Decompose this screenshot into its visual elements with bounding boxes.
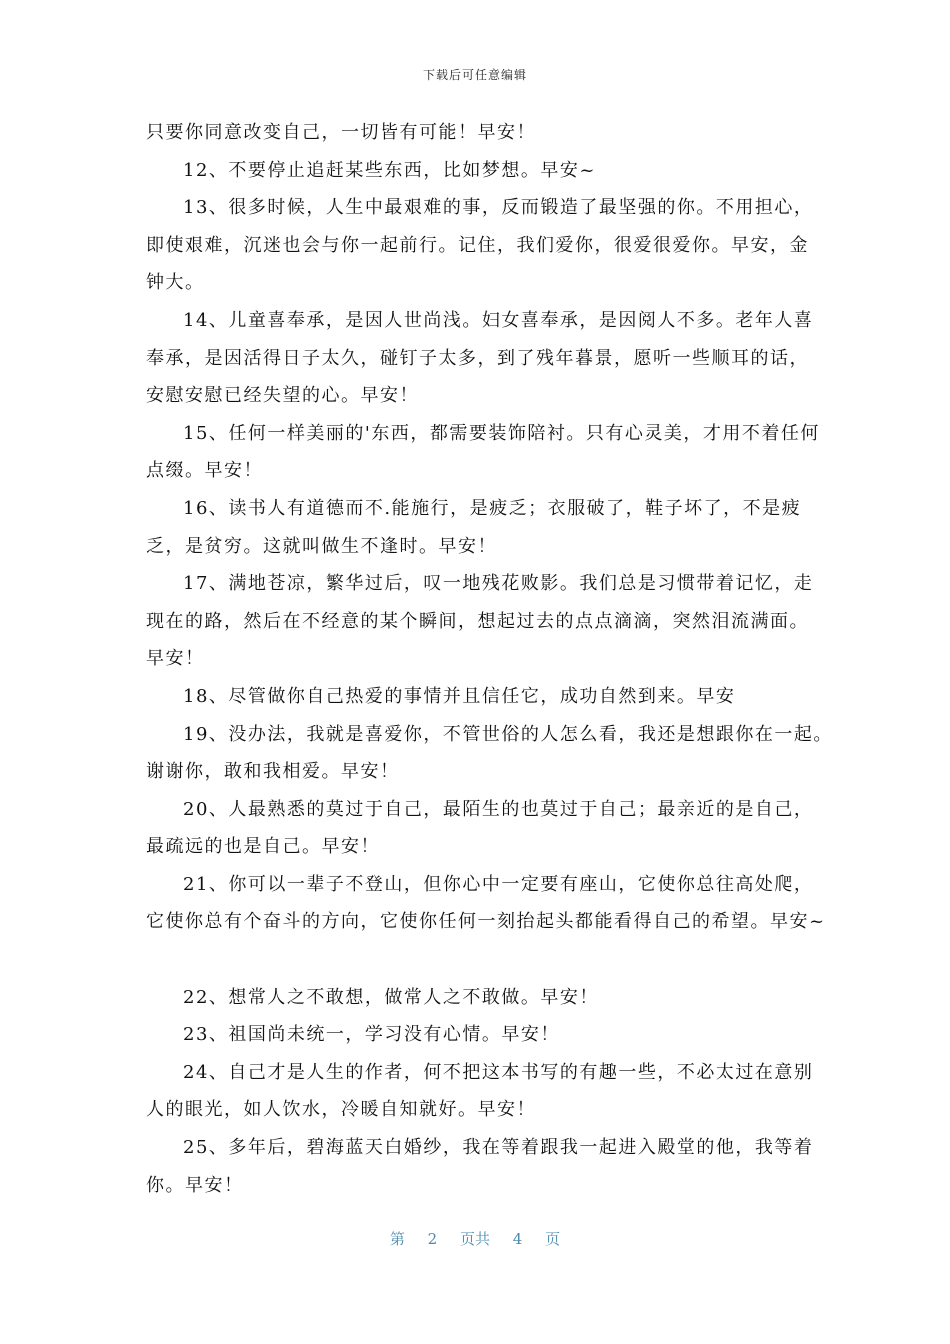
text-line: 点缀。早安！ — [146, 460, 263, 482]
paragraph — [146, 189, 814, 302]
paragraph — [146, 716, 833, 791]
paragraph — [146, 302, 814, 415]
footer-page-number: 2 — [427, 1230, 438, 1248]
text-line: 12、不要停止追赶某些东西，比如梦想。早安~ — [183, 159, 596, 181]
text-line: 18、尽管做你自己热爱的事情并且信任它，成功自然到来。早安 — [183, 685, 736, 707]
paragraph — [146, 678, 814, 716]
text-line: 15、任何一样美丽的'东西，都需要装饰陪衬。只有心灵美，才用不着任何 — [183, 422, 820, 444]
text-line: 16、读书人有道德而不.能施行，是疲乏；衣服破了，鞋子坏了，不是疲 — [183, 497, 802, 519]
text-line: 19、没办法，我就是喜爱你，不管世俗的人怎么看，我还是想跟你在一起。 — [183, 723, 833, 745]
text-line: 只要你同意改变自己，一切皆有可能！早安！ — [146, 122, 536, 143]
paragraph — [146, 490, 814, 565]
text-line: 乏，是贫穷。这就叫做生不逢时。早安！ — [146, 535, 497, 557]
text-line: 17、满地苍凉，繁华过后，叹一地残花败影。我们总是习惯带着记忆，走 — [183, 573, 814, 595]
paragraph — [146, 866, 826, 941]
footer-prefix: 第 — [389, 1230, 405, 1248]
footer-total-pages: 4 — [512, 1230, 523, 1248]
text-line: 你。早安！ — [146, 1174, 244, 1196]
paragraph — [146, 1129, 814, 1204]
document-body — [146, 114, 833, 1204]
text-line: 22、想常人之不敢想，做常人之不敢做。早安！ — [183, 986, 599, 1008]
text-line: 钟大。 — [146, 272, 205, 294]
paragraph — [146, 114, 814, 152]
paragraph — [146, 1016, 814, 1054]
text-line: 人的眼光，如人饮水，冷暖自知就好。早安！ — [146, 1099, 536, 1121]
text-line: 即使艰难，沉迷也会与你一起前行。记住，我们爱你，很爱很爱你。早安，金 — [146, 234, 809, 256]
text-line: 现在的路，然后在不经意的某个瞬间，想起过去的点点滴滴，突然泪流满面。 — [146, 610, 809, 632]
paragraph — [146, 1054, 814, 1129]
text-line: 它使你总有个奋斗的方向，它使你任何一刻抬起头都能看得自己的希望。早安~ — [146, 911, 826, 933]
text-line: 谢谢你，敢和我相爱。早安！ — [146, 761, 400, 783]
text-line: 安慰安慰已经失望的心。早安！ — [146, 385, 419, 407]
text-line: 最疏远的也是自己。早安！ — [146, 836, 380, 858]
page-header: 下载后可任意编辑 — [422, 68, 527, 82]
text-line: 14、儿童喜奉承，是因人世尚浅。妇女喜奉承，是因阅人不多。老年人喜 — [183, 309, 814, 331]
paragraph — [146, 979, 814, 1017]
page-footer — [0, 1228, 950, 1249]
footer-suffix: 页 — [545, 1230, 561, 1248]
paragraph — [146, 415, 820, 490]
text-line: 13、很多时候，人生中最艰难的事，反而锻造了最坚强的你。不用担心， — [183, 197, 814, 219]
text-line: 21、你可以一辈子不登山，但你心中一定要有座山，它使你总往高处爬， — [183, 873, 814, 895]
paragraph — [146, 791, 814, 866]
text-line: 20、人最熟悉的莫过于自己，最陌生的也莫过于自己；最亲近的是自己， — [183, 798, 814, 820]
text-line: 24、自己才是人生的作者，何不把这本书写的有趣一些，不必太过在意别 — [183, 1061, 814, 1083]
footer-middle: 页共 — [459, 1230, 490, 1248]
text-line: 早安！ — [146, 648, 205, 670]
text-line: 奉承，是因活得日子太久，碰钉子太多，到了残年暮景，愿听一些顺耳的话， — [146, 347, 809, 369]
paragraph — [146, 565, 814, 678]
text-line: 23、祖国尚未统一，学习没有心情。早安！ — [183, 1024, 560, 1046]
text-line: 25、多年后，碧海蓝天白婚纱，我在等着跟我一起进入殿堂的他，我等着 — [183, 1137, 814, 1159]
paragraph-gap — [146, 941, 814, 979]
paragraph — [146, 152, 814, 190]
